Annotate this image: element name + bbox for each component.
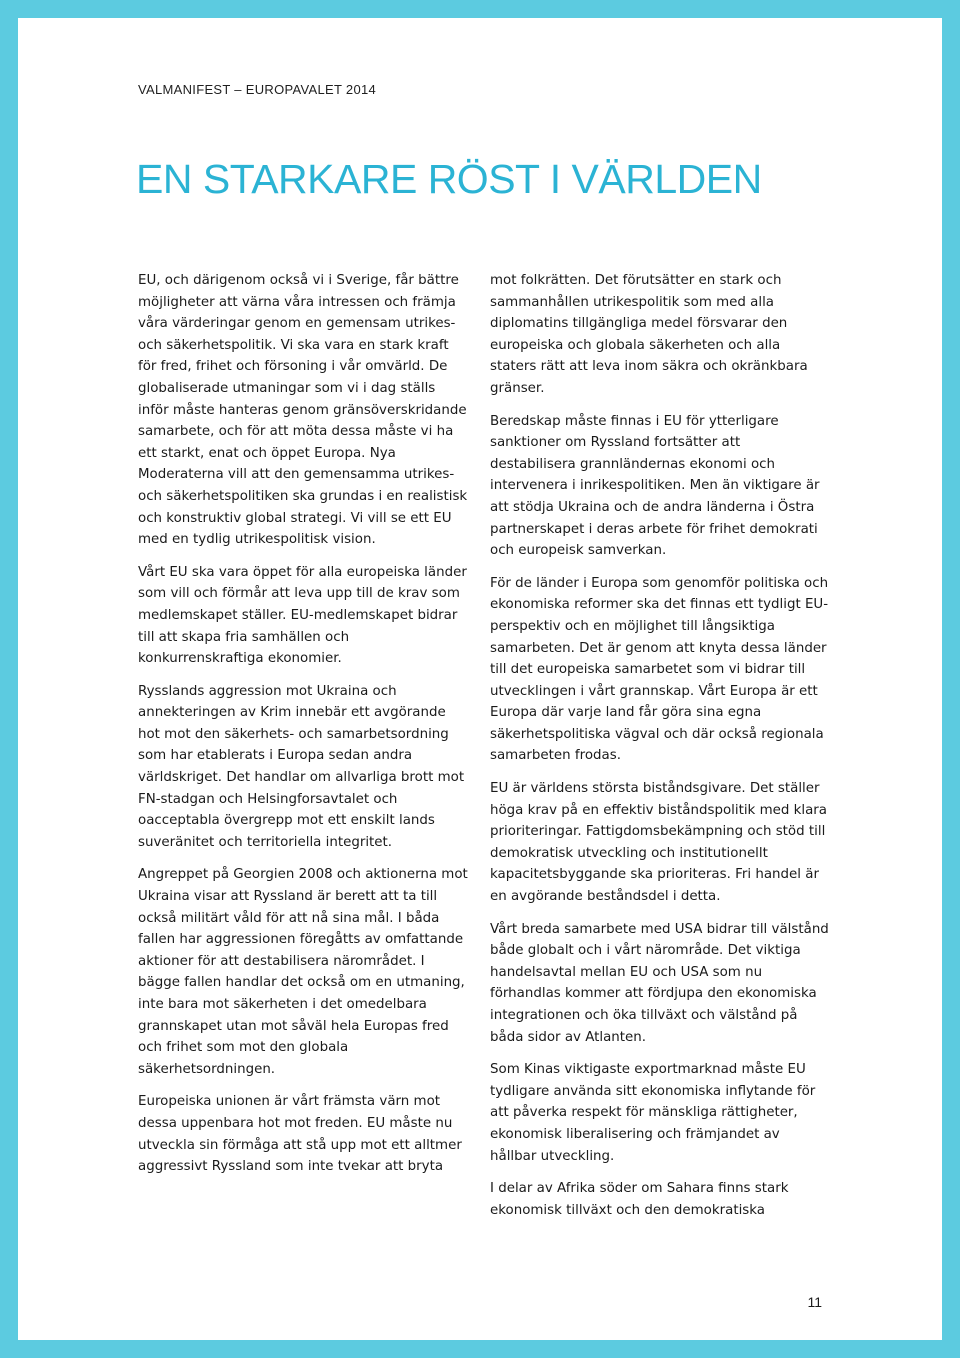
document-page — [18, 18, 942, 1340]
paragraph: För de länder i Europa som genomför politiska och ekonomiska reformer ska det finnas ett tydligt EU-perspektiv och en möjlighet till långsiktiga samarbeten. Det är genom att knyta dessa länder till det europeiska samarbetet som vi bidrar till utvecklingen i vårt grannskap. Vårt Europa är ett Europa där varje land får göra sina egna säkerhetspolitiska vägval och där också regionala samarbeten frodas. — [490, 575, 829, 764]
right-column — [490, 270, 830, 1232]
paragraph: I delar av Afrika söder om Sahara finns stark ekonomisk tillväxt och den demokratiska — [490, 1181, 789, 1218]
paragraph: EU är världens största biståndsgivare. Det ställer höga krav på en effektiv biståndspolitik med klara prioriteringar. Fattigdomsbekämpning och stöd till demokratisk utveckling och institutionellt kapacitetsbyggande ska prioriteras. Fri handel är en avgörande beståndsdel i detta. — [490, 781, 828, 905]
paragraph: EU, och därigenom också vi i Sverige, får bättre möjligheter att värna våra intressen och främja våra värderingar genom en gemensam utrikes- och säkerhetspolitik. Vi ska vara en stark kraft för fred, frihet och försoning i vår omvärld. De globaliserade utmaningar som vi i dag ställs inför måste hanteras genom gränsöverskridande samarbete, och för att möta dessa måste vi ha ett starkt, enat och öppet Europa. Nya Moderaterna vill att den gemensamma utrikes- och säkerhetspolitiken ska grundas i en realistisk och konstruktiv global strategi. Vi vill se ett EU med en tydlig utrikespolitisk vision. — [138, 273, 468, 548]
running-header: VALMANIFEST – EUROPAVALET 2014 — [138, 82, 377, 97]
left-column — [138, 270, 468, 1189]
paragraph: mot folkrätten. Det förutsätter en stark och sammanhållen utrikespolitik som med alla diplomatins tillgängliga medel försvarar den europeiska och globala säkerheten och alla staters rätt att leva inom säkra och okränkbara gränser. — [490, 273, 808, 396]
paragraph: Som Kinas viktigaste exportmarknad måste EU tydligare använda sitt ekonomiska inflytande för att påverka respekt för mänskliga rättigheter, ekonomisk liberalisering och främjandet av hållbar utveckling. — [490, 1062, 816, 1164]
paragraph: Europeiska unionen är vårt främsta värn mot dessa uppenbara hot mot freden. EU måste nu utveckla sin förmåga att stå upp mot ett alltmer aggressivt Ryssland som inte tvekar att bryta — [138, 1094, 462, 1175]
page-title: EN STARKARE RÖST I VÄRLDEN — [136, 156, 762, 202]
page-number: 11 — [807, 1294, 822, 1310]
paragraph: Rysslands aggression mot Ukraina och annekteringen av Krim innebär ett avgörande hot mot den säkerhets- och samarbetsordning som har etablerats i Europa sedan andra världskriget. Det handlar om allvarliga brott mot FN-stadgan och Helsingforsavtalet och oacceptabla övergrepp mot ett enskilt lands suveränitet och territoriella integritet. — [138, 683, 465, 850]
paragraph: Vårt EU ska vara öppet för alla europeiska länder som vill och förmår att leva upp till de krav som medlemskapet ställer. EU-medlemskapet bidrar till att skapa fria samhällen och konkurrenskraftiga ekonomier. — [138, 564, 467, 667]
paragraph: Vårt breda samarbete med USA bidrar till välstånd både globalt och i vårt närområde. Det viktiga handelsavtal mellan EU och USA som nu förhandlas kommer att fördjupa den ekonomiska integrationen och öka tillväxt och välstånd på båda sidor av Atlanten. — [490, 921, 829, 1045]
paragraph: Beredskap måste finnas i EU för ytterligare sanktioner om Ryssland fortsätter att destabilisera grannländernas ekonomi och intervenera i inrikespolitiken. Men än viktigare är att stödja Ukraina och de andra länderna i Östra partnerskapet i deras arbete för frihet demokrati och europeisk samverkan. — [490, 413, 820, 559]
paragraph: Angreppet på Georgien 2008 och aktionerna mot Ukraina visar att Ryssland är berett att ta till också militärt våld för att nå sina mål. I båda fallen har aggressionen föregåtts av omfattande aktioner för att destabilisera närområdet. I bägge fallen handlar det också om en utmaning, inte bara mot säkerheten i det omedelbara grannskapet utan mot såväl hela Europas fred och frihet som mot den globala säkerhetsordningen. — [138, 867, 468, 1077]
